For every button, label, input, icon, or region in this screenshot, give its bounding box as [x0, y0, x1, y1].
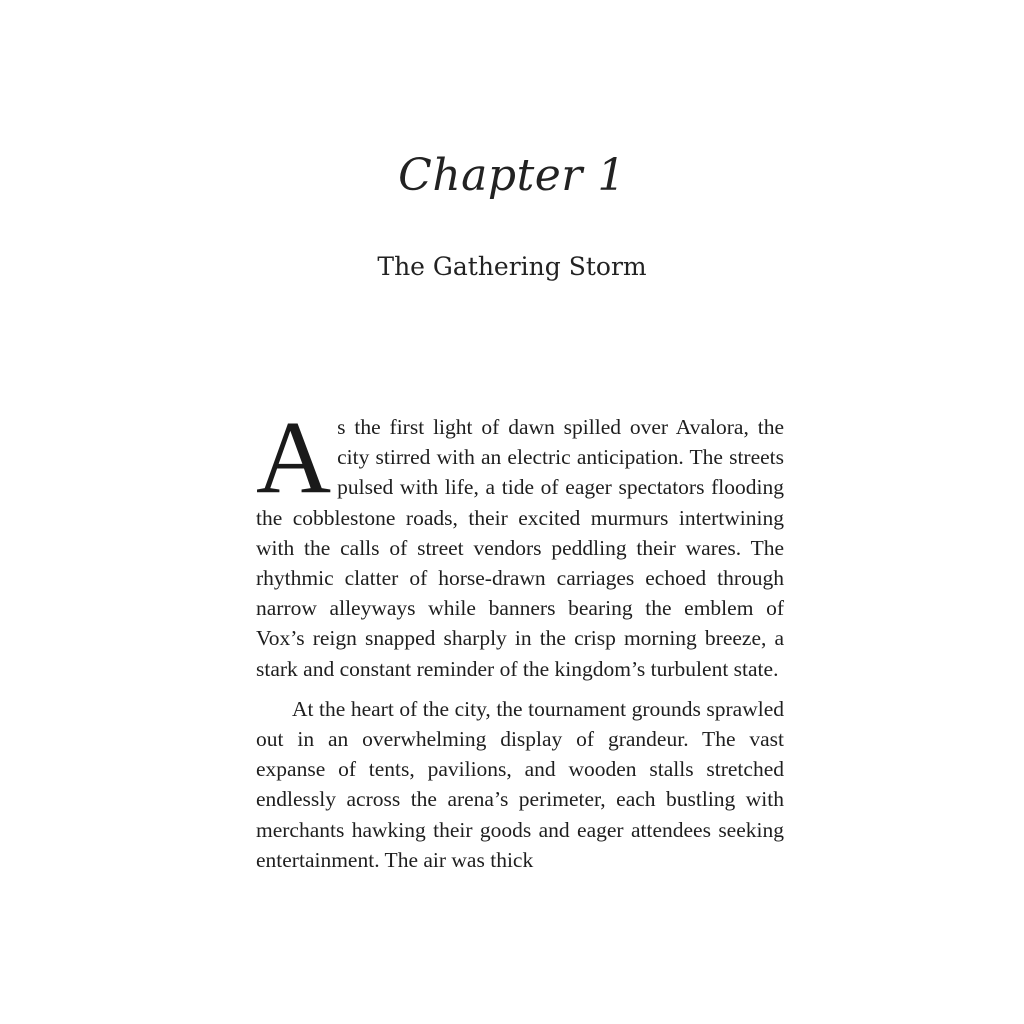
drop-cap: A	[256, 400, 332, 515]
chapter-body	[256, 400, 784, 875]
paragraph-2: At the heart of the city, the tournament grounds sprawled out in an overwhelming display of grandeur. The vast expanse of tents, pavilions, and wooden stalls stretched endlessly across the arena’s perimeter, each bustling with merchants hawking their goods and eager attendees seeking entertainment. The air was thick	[256, 696, 784, 872]
chapter-heading: Chapter 1	[398, 150, 626, 201]
paragraph-1	[256, 400, 784, 684]
chapter-subtitle: The Gathering Storm	[377, 252, 647, 281]
paragraph-1-text: s the first light of dawn spilled over Avalora, the city stirred with an electric anticipation. The streets pulsed with life, a tide of eager spectators flooding the cobblestone roads, their excited murmurs intertwining with the calls of street vendors peddling their wares. The rhythmic clatter of horse-drawn carriages echoed through narrow alleyways while banners bearing the emblem of Vox’s reign snapped sharply in the crisp morning breeze, a stark and constant reminder of the kingdom’s turbulent state.	[256, 415, 784, 681]
